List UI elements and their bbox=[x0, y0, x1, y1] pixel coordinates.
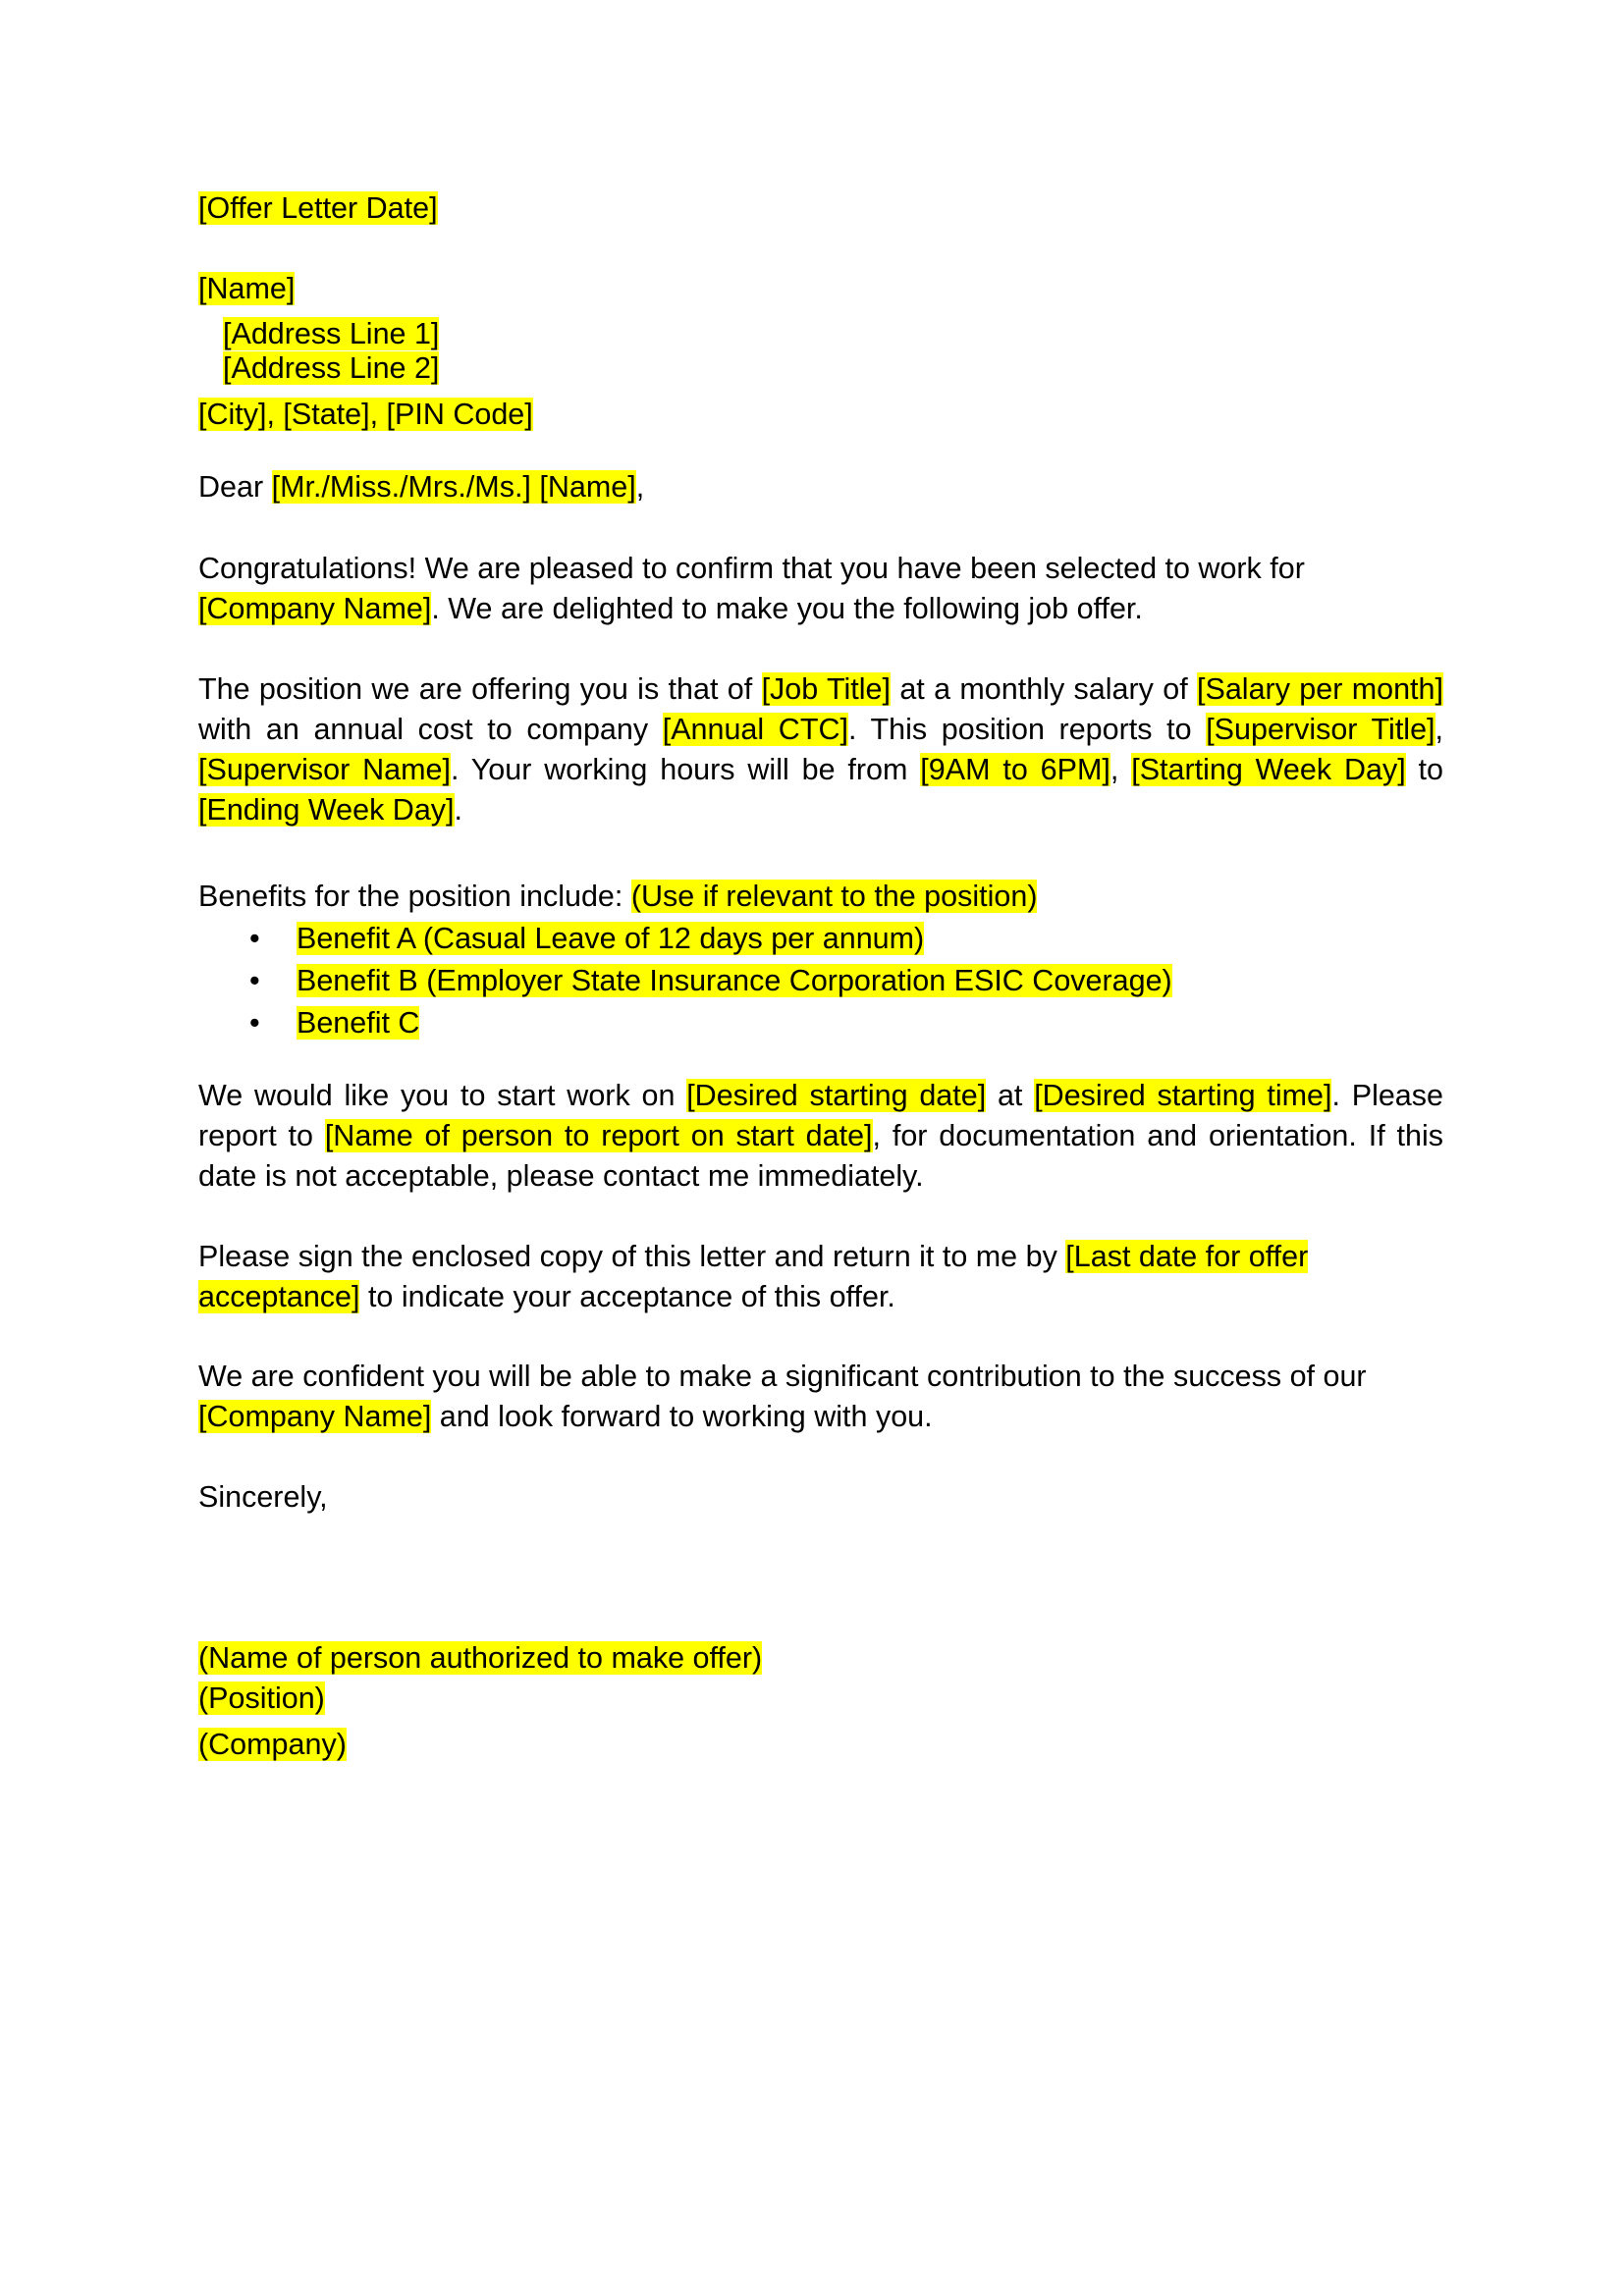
benefit-b: Benefit B (Employer State Insurance Corporation ESIC Coverage) bbox=[297, 964, 1172, 997]
confident-paragraph bbox=[198, 1357, 1443, 1437]
position-text: , bbox=[1110, 753, 1132, 786]
signatory-company-placeholder: (Company) bbox=[198, 1728, 347, 1761]
congratulations-paragraph bbox=[198, 549, 1443, 629]
benefit-a: Benefit A (Casual Leave of 12 days per annum) bbox=[297, 922, 925, 955]
sign-text: Please sign the enclosed copy of this letter and return it to me by bbox=[198, 1240, 1066, 1273]
position-text: to bbox=[1405, 753, 1443, 786]
address-line-2 bbox=[223, 351, 1468, 386]
benefits-list bbox=[198, 918, 1443, 1044]
position-text: with an annual cost to company bbox=[198, 713, 663, 746]
confident-text-end: and look forward to working with you. bbox=[431, 1400, 933, 1433]
offer-date-placeholder: [Offer Letter Date] bbox=[198, 191, 438, 225]
benefits-note-placeholder: (Use if relevant to the position) bbox=[630, 880, 1038, 913]
benefit-c: Benefit C bbox=[297, 1006, 420, 1040]
signatory-name bbox=[198, 1638, 1443, 1679]
report-person-placeholder: [Name of person to report on start date] bbox=[324, 1119, 873, 1152]
list-item bbox=[198, 918, 1443, 960]
signatory-name-placeholder: (Name of person authorized to make offer) bbox=[198, 1641, 763, 1675]
benefits-intro bbox=[198, 877, 1443, 917]
salutation bbox=[198, 467, 1443, 507]
closing-text: Sincerely, bbox=[198, 1480, 328, 1514]
address-line-1-placeholder: [Address Line 1] bbox=[223, 317, 440, 350]
bullet-icon: • bbox=[249, 1006, 260, 1040]
position-text: The position we are offering you is that of bbox=[198, 672, 762, 706]
start-paragraph bbox=[198, 1076, 1443, 1197]
position-text: at a monthly salary of bbox=[890, 672, 1198, 706]
list-item bbox=[198, 1002, 1443, 1044]
salutation-prefix: Dear bbox=[198, 470, 272, 504]
signatory-company bbox=[198, 1725, 1443, 1765]
recipient-name-placeholder: [Name] bbox=[198, 272, 296, 305]
start-time-placeholder: [Desired starting time] bbox=[1034, 1079, 1332, 1112]
address-line-2-placeholder: [Address Line 2] bbox=[223, 351, 440, 385]
list-item bbox=[198, 960, 1443, 1002]
position-text: . bbox=[454, 793, 463, 827]
closing bbox=[198, 1477, 1443, 1518]
bullet-icon: • bbox=[249, 922, 260, 955]
company-name-placeholder: [Company Name] bbox=[198, 592, 432, 625]
position-text: , bbox=[1435, 713, 1443, 746]
salutation-placeholder: [Mr./Miss./Mrs./Ms.] [Name] bbox=[271, 470, 636, 504]
congrats-text: Congratulations! We are pleased to confirm that you have been selected to work for bbox=[198, 552, 1305, 585]
working-hours-placeholder: [9AM to 6PM] bbox=[920, 753, 1110, 786]
ending-week-day-placeholder: [Ending Week Day] bbox=[198, 793, 455, 827]
start-text: at bbox=[986, 1079, 1035, 1112]
position-text: . This position reports to bbox=[847, 713, 1207, 746]
start-date-placeholder: [Desired starting date] bbox=[686, 1079, 987, 1112]
position-text: . Your working hours will be from bbox=[450, 753, 921, 786]
start-text: . Please report to bbox=[198, 1079, 1443, 1152]
start-text: , for documentation and orientation. If this date is not acceptable, please contact me immediately. bbox=[198, 1119, 1443, 1193]
salutation-suffix: , bbox=[635, 470, 645, 504]
congrats-text-end: . We are delighted to make you the following job offer. bbox=[431, 592, 1143, 625]
city-state-pin-placeholder: [City], [State], [PIN Code] bbox=[198, 398, 533, 431]
address-line-1 bbox=[223, 317, 1468, 351]
confident-text: We are confident you will be able to make a significant contribution to the success of our bbox=[198, 1360, 1367, 1393]
recipient-address bbox=[198, 317, 1468, 386]
benefits-intro-text: Benefits for the position include: bbox=[198, 880, 631, 913]
supervisor-name-placeholder: [Supervisor Name] bbox=[198, 753, 451, 786]
starting-week-day-placeholder: [Starting Week Day] bbox=[1131, 753, 1406, 786]
job-title-placeholder: [Job Title] bbox=[761, 672, 891, 706]
supervisor-title-placeholder: [Supervisor Title] bbox=[1206, 713, 1435, 746]
signatory-position-placeholder: (Position) bbox=[198, 1682, 325, 1715]
start-text: We would like you to start work on bbox=[198, 1079, 687, 1112]
annual-ctc-placeholder: [Annual CTC] bbox=[662, 713, 848, 746]
position-paragraph bbox=[198, 669, 1443, 830]
sign-text-end: to indicate your acceptance of this offer. bbox=[359, 1280, 895, 1313]
sign-paragraph bbox=[198, 1237, 1443, 1317]
last-date-placeholder: [Last date for offer acceptance] bbox=[198, 1240, 1309, 1313]
recipient-name bbox=[198, 269, 1443, 309]
bullet-icon: • bbox=[249, 964, 260, 997]
salary-placeholder: [Salary per month] bbox=[1197, 672, 1443, 706]
offer-date bbox=[198, 188, 1443, 229]
city-state-pin bbox=[198, 395, 1443, 435]
signatory-position bbox=[198, 1679, 1443, 1719]
company-name-placeholder: [Company Name] bbox=[198, 1400, 432, 1433]
